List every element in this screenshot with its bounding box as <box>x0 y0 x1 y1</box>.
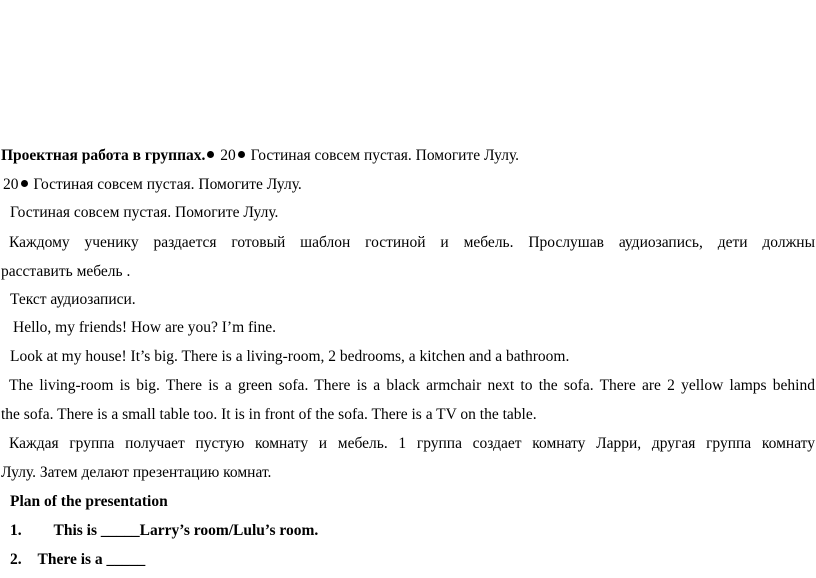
plan-item-text: There is a _____ <box>37 551 146 568</box>
audio-line-4: the sofa. There is a small table too. It is in front of the sofa. There is a TV on the table. <box>1 406 537 423</box>
plan-item-number: 1. <box>10 522 22 539</box>
title-bold: Проектная работа в группах. <box>1 147 206 164</box>
group-paragraph-line-1 <box>9 434 815 454</box>
line-20-number: 20 <box>3 176 19 193</box>
plan-item <box>10 521 318 541</box>
plan-heading: Plan of the presentation <box>10 493 168 510</box>
group-paragraph-line-2: Лулу. Затем делают презентацию комнат. <box>1 464 272 481</box>
bullet-icon <box>238 151 245 158</box>
plan-item <box>10 550 145 570</box>
line-20-text: Гостиная совсем пустая. Помогите Лулу. <box>33 176 302 193</box>
line-empty-room: Гостиная совсем пустая. Помогите Лулу. <box>10 204 279 221</box>
plan-item-text: This is _____Larry’s room/Lulu’s room. <box>53 522 319 539</box>
audio-line-3-text: The living-room is big. There is a green sofa. There is a black armchair next to the sofa. There are 2 yellow lamps behind <box>9 377 815 394</box>
title-number: 20 <box>220 147 236 164</box>
bullet-icon <box>207 151 214 158</box>
task-paragraph-line-2: расставить мебель . <box>1 263 131 280</box>
bullet-icon <box>21 180 28 187</box>
audio-line-3 <box>9 376 815 396</box>
audio-line-2: Look at my house! It’s big. There is a living-room, 2 bedrooms, a kitchen and a bathroom. <box>10 348 570 365</box>
page-title <box>1 146 519 166</box>
title-tail: Гостиная совсем пустая. Помогите Лулу. <box>250 147 520 164</box>
group-paragraph-text-1: Каждая группа получает пустую комнату и мебель. 1 группа создает комнату Ларри, другая группа комнату <box>9 435 815 452</box>
plan-item-number: 2. <box>10 551 22 568</box>
audio-line-1: Hello, my friends! How are you? I’m fine. <box>13 319 276 336</box>
task-paragraph-line-1 <box>9 233 815 253</box>
line-20 <box>3 175 302 195</box>
audio-heading: Текст аудиозаписи. <box>10 291 136 308</box>
task-paragraph-text-1: Каждому ученику раздается готовый шаблон гостиной и мебель. Прослушав аудиозапись, дети должны <box>9 234 815 251</box>
